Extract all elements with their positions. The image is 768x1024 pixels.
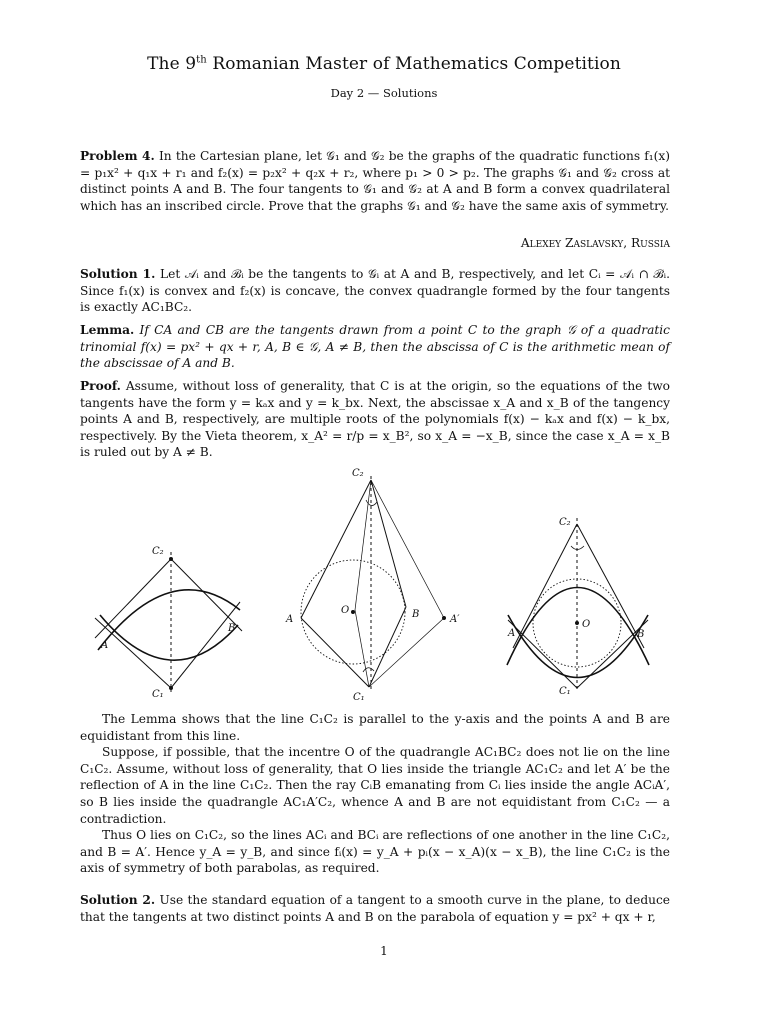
parabola-lower [100,615,238,660]
label-o: O [341,605,350,616]
label-a: A [508,628,516,639]
label-a-prime: A′ [450,614,460,625]
figure-2 [301,476,446,692]
reflection-line [369,618,444,687]
reflection-line [371,480,444,618]
side-line [301,618,369,687]
parabola-upper [507,588,649,666]
point-c2 [170,558,173,561]
side-line [369,607,406,687]
paragraph: Suppose, if possible, that the incentre O of the quadrangle AC₁BC₂ does not lie on the line C₁C₂. Assume, without loss of generality, that O lies inside the triangle AC₁C₂ and let A′ be the reflection of A in the line C₁C₂. Then the ray CᵢB emanating from Cᵢ lies inside the angle ACᵢA′, so B lies inside the quadrangle AC₁A′C₂, whence A and B are not equidistant from C₁C₂ — a contradiction. [80,745,670,826]
label-a: A [286,614,294,625]
label-o: O [582,619,591,630]
page-title: The 9th Romanian Master of Mathematics Competition [147,54,621,74]
tangent-line [95,559,171,638]
label-b: B [637,629,645,640]
discussion [80,711,670,877]
paragraph: Thus O lies on C₁C₂, so the lines ACᵢ and BCᵢ are reflections of one another in the line C₁C₂, and B = A′. Hence y_A = y_B, and since fᵢ(x) = y_A + pᵢ(x − x_A)(x − x_B), the line C₁C₂ is the axis of symmetry of both parabolas, as required. [80,828,670,876]
problem-statement: Problem 4. In the Cartesian plane, let 𝒢₁ and 𝒢₂ be the graphs of the quadratic functions f₁(x) = p₁x² + q₁x + r₁ and f₂(x) = p₂x² + q₂x + r₂, where p₁ > 0 > p₂. The graphs 𝒢₁ and 𝒢₂ cross at distinct points A and B. The four tangents to 𝒢₁ and 𝒢₂ at A and B form a convex quadrilateral which has an inscribed circle. Prove that the graphs 𝒢₁ and 𝒢₂ have the same axis of symmetry. [80,149,671,213]
figure-3 [507,518,649,692]
lemma: Lemma. If CA and CB are the tangents drawn from a point C to the graph 𝒢 of a quadratic trinomial f(x) = px² + qx + r, A, B ∈ 𝒢, A ≠ B, then the abscissa of C is the arithmetic mean of the abscissae of A and B. [80,323,670,371]
side-line [301,480,371,618]
side-line [371,480,406,607]
point-o [576,622,579,625]
label-c2: C₂ [559,517,571,528]
tangent-line [95,618,171,688]
solution-1: Solution 1. Let 𝒜ᵢ and ℬᵢ be the tangents to 𝒢ᵢ at A and B, respectively, and let Cᵢ = 𝒜ᵢ ∩ ℬᵢ. Since f₁(x) is convex and f₂(x) is concave, the convex quadrangle formed by the four tangents is exactly AC₁BC₂. [80,267,670,315]
proof: Proof. Assume, without loss of generality, that C is at the origin, so the equations of the two tangents have the form y = kₐx and y = k_bx. Next, the abscissae x_A and x_B of the tangency points A and B, respectively, are multiple roots of the polynomials f(x) − kₐx and f(x) − k_bx, respectively. By the Vieta theorem, x_A² = r/p = x_B², so x_A = −x_B, since the case x_A = x_B is ruled out by A ≠ B. [80,379,670,460]
tangent-line [171,559,242,631]
page-number: 1 [380,944,388,958]
point-c1 [170,687,173,690]
label-c1: C₁ [152,689,164,700]
label-a: A [101,640,109,651]
label-c1: C₁ [559,686,571,697]
paragraph: The Lemma shows that the line C₁C₂ is parallel to the y-axis and the points A and B are equidistant from this line. [80,712,670,743]
label-b: B [228,623,236,634]
point-o [352,611,355,614]
tangent-line [513,524,577,648]
solution-2: Solution 2. Use the standard equation of a tangent to a smooth curve in the plane, to deduce that the tangents at two distinct points A and B on the parabola of equation y = px² + qx + r, [80,893,671,924]
label-c2: C₂ [152,546,164,557]
label-b: B [412,609,420,620]
label-c1: C₁ [353,692,365,703]
point-a-prime [443,617,446,620]
diagonal-line [355,480,371,610]
tangent-line [171,602,240,688]
page-subtitle: Day 2 — Solutions [330,86,438,100]
tangent-line [508,620,577,688]
problem-author: Alexey Zaslavsky, Russia [520,236,670,250]
figure-1 [95,552,242,692]
angle-mark [363,668,374,672]
label-c2: C₂ [352,468,364,479]
